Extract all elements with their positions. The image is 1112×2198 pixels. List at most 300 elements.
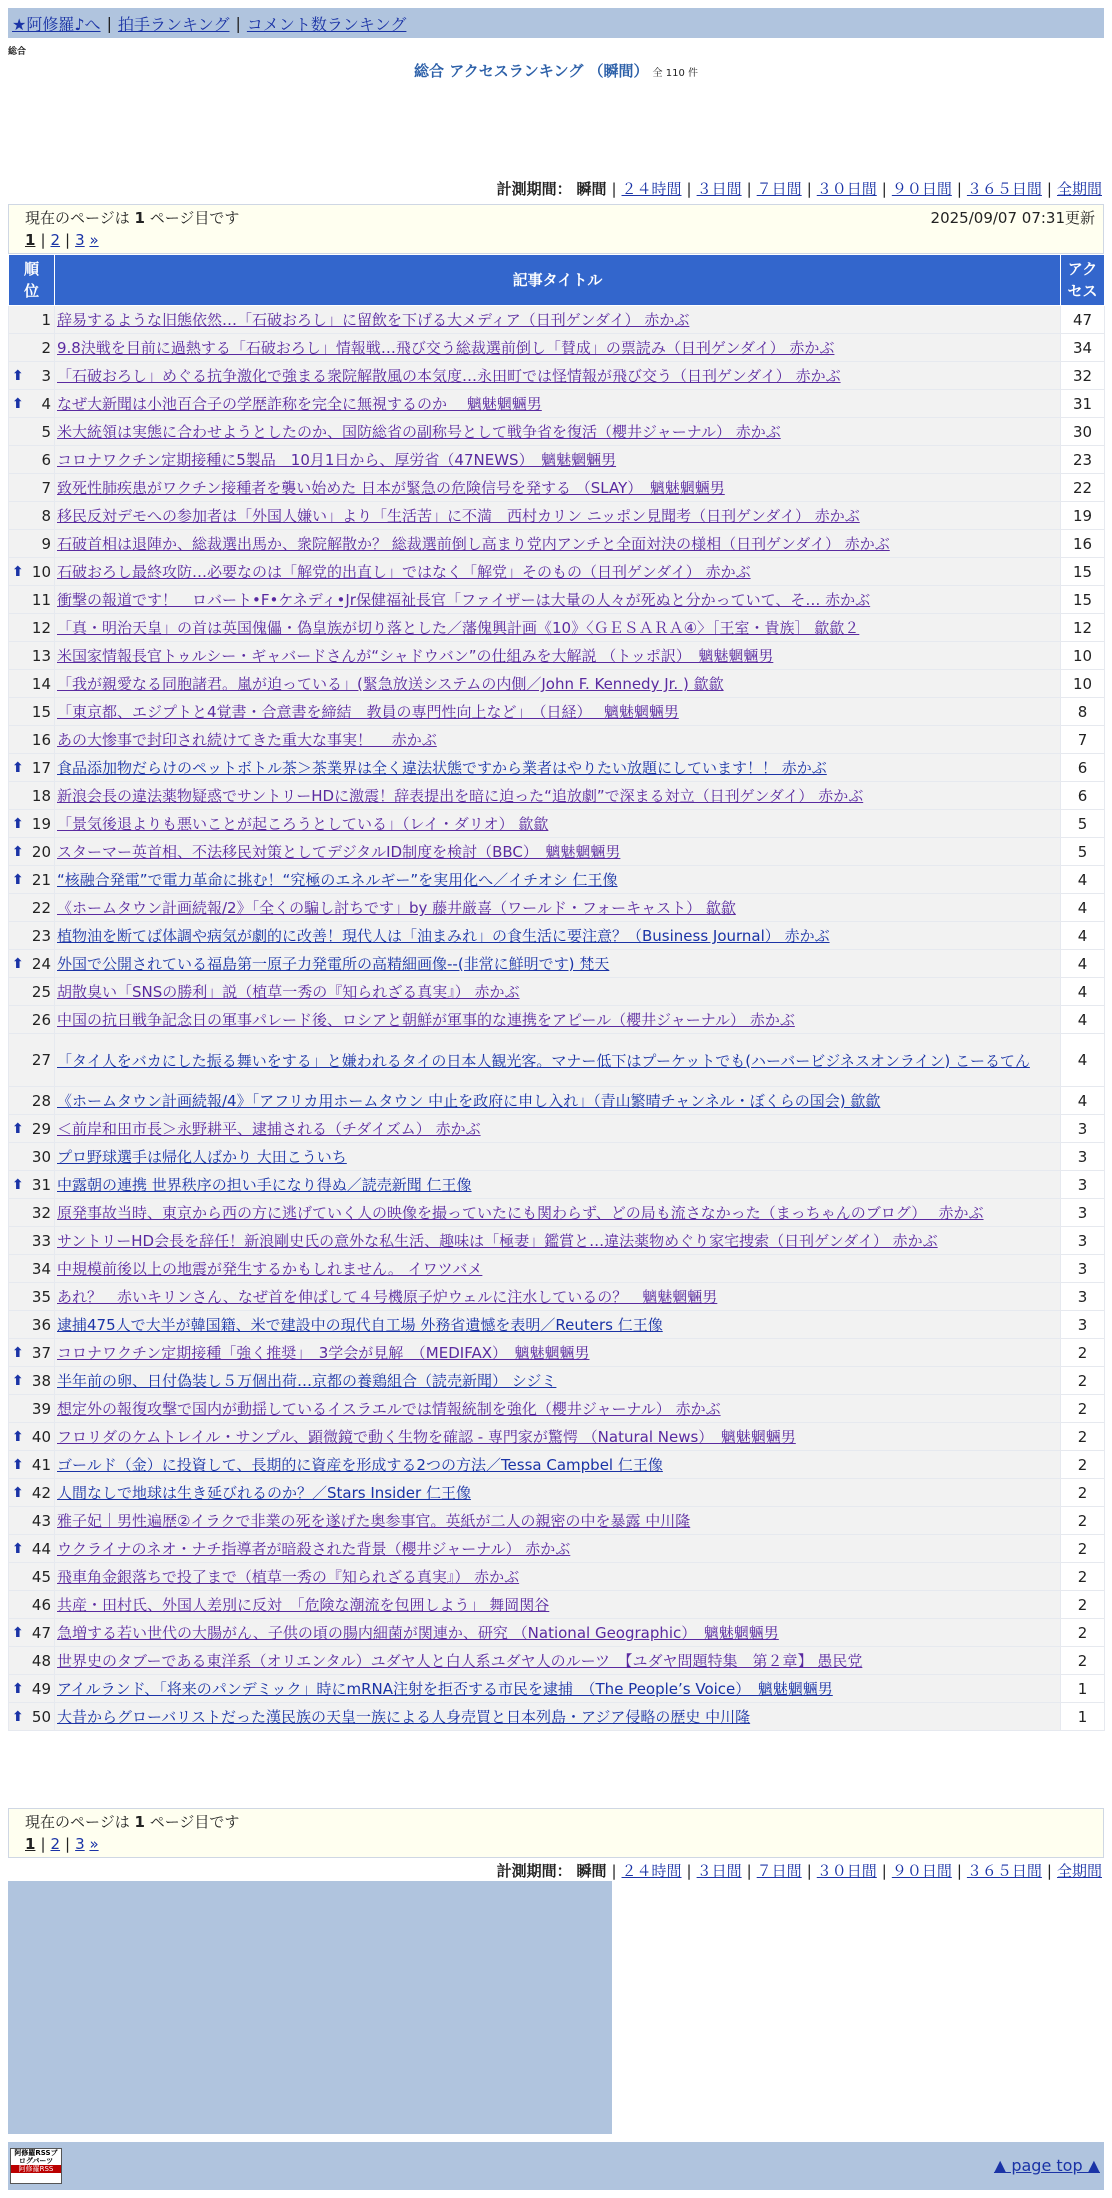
- separator: |: [65, 231, 71, 249]
- rank-cell: [9, 950, 55, 978]
- separator: |: [746, 1862, 752, 1880]
- period-link[interactable]: ３日間: [696, 180, 742, 198]
- table-row: [9, 726, 1105, 754]
- article-link[interactable]: フロリダのケムトレイル・サンプル、顕微鏡で動く生物を確認 - 専門家が驚愕 （Natural News） 魑魅魍魎男: [57, 1428, 796, 1446]
- table-row: [9, 754, 1105, 782]
- pager-bottom: [8, 1808, 1104, 1858]
- access-count: 2: [1061, 1339, 1105, 1367]
- article-link[interactable]: 共産・田村氏、外国人差別に反対 「危険な潮流を包囲しよう」 舞岡関谷: [57, 1596, 550, 1614]
- up-arrow-icon: ⬆: [12, 1120, 24, 1137]
- rank-number: 21: [31, 870, 51, 889]
- access-count: 6: [1061, 754, 1105, 782]
- article-link[interactable]: 飛車角金銀落ちで投了まで（植草一秀の『知られざる真実』） 赤かぶ: [57, 1568, 520, 1586]
- table-row: [9, 978, 1105, 1006]
- up-arrow-icon: ⬆: [12, 843, 24, 860]
- rank-cell: [9, 362, 55, 390]
- period-link[interactable]: ２４時間: [621, 1862, 682, 1880]
- article-link[interactable]: 「石破おろし」めぐる抗争激化で強まる衆院解散風の本気度…永田町では怪情報が飛び交う（日刊ゲンダイ） 赤かぶ: [57, 367, 841, 385]
- separator: |: [881, 1862, 887, 1880]
- access-count: 30: [1061, 418, 1105, 446]
- rank-number: 13: [31, 646, 51, 665]
- article-link[interactable]: ＜前岸和田市長＞永野耕平、逮捕される（チダイズム） 赤かぶ: [57, 1120, 481, 1138]
- rank-number: 45: [31, 1567, 51, 1586]
- article-link[interactable]: 大昔からグローバリストだった漢民族の天皇一族による人身売買と日本列島・アジア侵略の歴史 中川隆: [57, 1708, 751, 1726]
- rank-number: 8: [41, 506, 51, 525]
- table-row: [9, 1507, 1105, 1535]
- access-count: 34: [1061, 334, 1105, 362]
- article-link[interactable]: 致死性肺疾患がワクチン接種者を襲い始めた 日本が緊急の危険信号を発する （SLAY） 魑魅魍魎男: [57, 479, 725, 497]
- access-count: 2: [1061, 1451, 1105, 1479]
- article-link[interactable]: 「東京都、エジプトと4覚書・合意書を締結 教員の専門性向上など」 （日経） 魑魅魍魎男: [57, 703, 679, 721]
- title-cell: [55, 474, 1061, 502]
- period-link[interactable]: ７日間: [756, 180, 802, 198]
- article-link[interactable]: 「我が親愛なる同胞諸君。嵐が迫っている」(緊急放送システムの内側／John F. Kennedy Jr. ) 歙歙: [57, 675, 724, 693]
- article-link[interactable]: 辞易するような旧態依然…「石破おろし」に留飲を下げる大メディア（日刊ゲンダイ） 赤かぶ: [57, 311, 690, 329]
- page-info: 現在のページは 1 ページ目です: [25, 1813, 240, 1831]
- access-count: 1: [1061, 1703, 1105, 1731]
- title-cell: [55, 670, 1061, 698]
- article-link[interactable]: 新浪会長の違法薬物疑惑でサントリーHDに激震！辞表提出を暗に迫った“追放劇”で深まる対立（日刊ゲンダイ） 赤かぶ: [57, 787, 864, 805]
- pager-top: [8, 204, 1104, 254]
- table-row: [9, 922, 1105, 950]
- title-cell: [55, 950, 1061, 978]
- article-link[interactable]: スターマー英首相、不法移民対策としてデジタルID制度を検討（BBC） 魑魅魍魎男: [57, 843, 621, 861]
- title-cell: [55, 642, 1061, 670]
- period-link[interactable]: ２４時間: [621, 180, 682, 198]
- rank-number: 42: [31, 1483, 51, 1502]
- access-count: 10: [1061, 642, 1105, 670]
- home-link[interactable]: ★阿修羅♪へ: [12, 14, 101, 34]
- period-current: 瞬間: [576, 1862, 607, 1880]
- rank-cell: [9, 1619, 55, 1647]
- article-link[interactable]: 米国家情報長官トゥルシー・ギャバードさんが“シャドウバン”の仕組みを大解説 （トッポ訳） 魑魅魍魎男: [57, 647, 774, 665]
- article-link[interactable]: 中露朝の連携 世界秩序の担い手になり得ぬ／読売新聞 仁王像: [57, 1176, 472, 1194]
- current-page: 1: [25, 1835, 36, 1853]
- access-count: 3: [1061, 1311, 1105, 1339]
- access-count: 15: [1061, 558, 1105, 586]
- access-count: 3: [1061, 1115, 1105, 1143]
- title-cell: [55, 810, 1061, 838]
- header-title: 記事タイトル: [55, 255, 1061, 306]
- article-link[interactable]: 《ホームタウン計画続報/2》「全くの騙し討ちです」by 藤井厳喜（ワールド・フォーキャスト） 歙歙: [57, 899, 736, 917]
- separator: |: [611, 180, 617, 198]
- period-link[interactable]: ３６５日間: [966, 1862, 1042, 1880]
- rank-number: 18: [31, 786, 51, 805]
- up-arrow-icon: ⬆: [12, 759, 24, 776]
- separator: |: [611, 1862, 617, 1880]
- article-link[interactable]: 移民反対デモへの参加者は「外国人嫌い」より「生活苦」に不満 西村カリン ニッポン見聞考（日刊ゲンダイ） 赤かぶ: [57, 507, 860, 525]
- rank-number: 12: [31, 618, 51, 637]
- total-count: 全 110 件: [652, 68, 698, 79]
- access-count: 6: [1061, 782, 1105, 810]
- article-link[interactable]: 食品添加物だらけのペットボトル茶＞茶業界は全く違法状態ですから業者はやりたい放題にしています！！ 赤かぶ: [57, 759, 827, 777]
- rank-cell: [9, 1451, 55, 1479]
- article-link[interactable]: 胡散臭い「SNSの勝利」説（植草一秀の『知られざる真実』） 赤かぶ: [57, 983, 520, 1001]
- article-link[interactable]: ウクライナのネオ・ナチ指導者が暗殺された背景（櫻井ジャーナル） 赤かぶ: [57, 1540, 571, 1558]
- article-link[interactable]: “核融合発電”で電力革命に挑む！“究極のエネルギー”を実用化へ／イチオシ 仁王像: [57, 871, 618, 889]
- article-link[interactable]: 衝撃の報道です！ ロバート•F•ケネディ•Jr保健福祉長官「ファイザーは大量の人々が死ぬと分かっていて、そ… 赤かぶ: [57, 591, 871, 609]
- article-link[interactable]: 原発事故当時、東京から西の方に逃げていく人の映像を撮っていたにも関わらず、どの局も流さなかった（まっちゃんのブログ） 赤かぶ: [57, 1204, 984, 1222]
- access-count: 19: [1061, 502, 1105, 530]
- title-cell: [55, 446, 1061, 474]
- table-row: [9, 446, 1105, 474]
- period-link[interactable]: ３０日間: [816, 180, 877, 198]
- article-link[interactable]: 石破おろし最終攻防…必要なのは「解党的出直し」ではなく「解党」そのもの（日刊ゲンダイ） 赤かぶ: [57, 563, 751, 581]
- rank-number: 1: [41, 310, 51, 329]
- rank-cell: [9, 502, 55, 530]
- page-top-link[interactable]: ▲ page top ▲: [993, 2156, 1100, 2175]
- rank-cell: [9, 642, 55, 670]
- article-link[interactable]: 急増する若い世代の大腸がん、子供の頃の腸内細菌が関連か、研究 （National Geographic） 魑魅魍魎男: [57, 1624, 779, 1642]
- rank-number: 25: [31, 982, 51, 1001]
- rank-number: 36: [31, 1315, 51, 1334]
- rank-number: 19: [31, 814, 51, 833]
- title-cell: [55, 1227, 1061, 1255]
- table-row: [9, 1423, 1105, 1451]
- title-cell: [55, 698, 1061, 726]
- article-link[interactable]: コロナワクチン定期接種「強く推奨」 3学会が見解 （MEDIFAX） 魑魅魍魎男: [57, 1344, 590, 1362]
- table-row: [9, 1283, 1105, 1311]
- rank-number: 39: [31, 1399, 51, 1418]
- article-link[interactable]: 半年前の卵、日付偽装し５万個出荷…京都の養鶏組合（読売新聞） シジミ: [57, 1372, 557, 1390]
- rank-number: 49: [31, 1679, 51, 1698]
- period-link[interactable]: ３日間: [696, 1862, 742, 1880]
- article-link[interactable]: 中規模前後以上の地震が発生するかもしれません。 イワツバメ: [57, 1260, 483, 1278]
- title-cell: [55, 1479, 1061, 1507]
- title-cell: [55, 334, 1061, 362]
- title-cell: [55, 1423, 1061, 1451]
- rank-number: 14: [31, 674, 51, 693]
- period-link[interactable]: ３０日間: [816, 1862, 877, 1880]
- comment-ranking-link[interactable]: コメント数ランキング: [246, 14, 407, 34]
- page-link[interactable]: 2: [50, 1835, 61, 1853]
- up-arrow-icon: ⬆: [12, 1484, 24, 1501]
- title-cell: [55, 1563, 1061, 1591]
- rank-number: 40: [31, 1427, 51, 1446]
- article-link[interactable]: あれ？ 赤いキリンさん、なぜ首を伸ばして４号機原子炉ウェルに注水しているの？ 魑魅魍魎男: [57, 1288, 718, 1306]
- separator: |: [956, 1862, 962, 1880]
- table-header-row: [9, 255, 1105, 306]
- title-cell: [55, 1311, 1061, 1339]
- rank-cell: [9, 670, 55, 698]
- table-row: [9, 502, 1105, 530]
- access-count: 2: [1061, 1535, 1105, 1563]
- access-count: 2: [1061, 1479, 1105, 1507]
- article-link[interactable]: 逮捕475人で大半が韓国籍、米で建設中の現代自工場 外務省遺憾を表明／Reuters 仁王像: [57, 1316, 663, 1334]
- rss-logo[interactable]: 阿修羅RSSブログパーツ 阿修羅RSS: [10, 2148, 62, 2184]
- article-link[interactable]: 世界史のタブーである東洋系（オリエンタル）ユダヤ人と白人系ユダヤ人のルーツ 【ユダヤ問題特集 第２章】 愚民党: [57, 1652, 863, 1670]
- separator: |: [65, 1835, 71, 1853]
- access-count: 10: [1061, 670, 1105, 698]
- access-count: 3: [1061, 1255, 1105, 1283]
- rank-cell: [9, 866, 55, 894]
- header-rank: [9, 255, 55, 306]
- rank-number: 29: [31, 1119, 51, 1138]
- title-cell: [55, 586, 1061, 614]
- access-count: 32: [1061, 362, 1105, 390]
- table-row: [9, 838, 1105, 866]
- page-link[interactable]: 3: [75, 1835, 85, 1853]
- clap-ranking-link[interactable]: 拍手ランキング: [117, 14, 230, 34]
- access-count: 16: [1061, 530, 1105, 558]
- rank-cell: [9, 1563, 55, 1591]
- article-link[interactable]: 米大統領は実態に合わせようとしたのか、国防総省の副称号として戦争省を復活（櫻井ジャーナル） 赤かぶ: [57, 423, 781, 441]
- up-arrow-icon: ⬆: [12, 1372, 24, 1389]
- table-row: [9, 1171, 1105, 1199]
- rank-cell: [9, 1367, 55, 1395]
- table-row: [9, 894, 1105, 922]
- article-link[interactable]: 外国で公開されている福島第一原子力発電所の高精細画像--(非常に鮮明です) 梵天: [57, 955, 610, 973]
- title-cell: [55, 390, 1061, 418]
- title-cell: [55, 1339, 1061, 1367]
- rank-number: 34: [31, 1259, 51, 1278]
- title-cell: [55, 1143, 1061, 1171]
- rank-cell: [9, 334, 55, 362]
- access-count: 3: [1061, 1283, 1105, 1311]
- rank-number: 44: [31, 1539, 51, 1558]
- table-row: [9, 698, 1105, 726]
- article-link[interactable]: ゴールド（金）に投資して、長期的に資産を形成する2つの方法／Tessa Campbel 仁王像: [57, 1456, 663, 1474]
- rank-number: 38: [31, 1371, 51, 1390]
- separator: |: [235, 13, 241, 33]
- article-link[interactable]: 雅子妃｜男性遍歴②イラクで非業の死を遂げた奥参事官。英紙が二人の親密の中を暴露 中川隆: [57, 1512, 691, 1530]
- page-title-text: 総合 アクセスランキング （瞬間）: [414, 62, 649, 80]
- rank-number: 3: [41, 366, 51, 385]
- rank-cell: [9, 1535, 55, 1563]
- table-row: [9, 334, 1105, 362]
- period-link[interactable]: 全期間: [1056, 180, 1102, 198]
- table-row: [9, 1115, 1105, 1143]
- page-link[interactable]: 3: [75, 231, 85, 249]
- title-cell: [55, 1199, 1061, 1227]
- table-row: [9, 1227, 1105, 1255]
- access-count: 2: [1061, 1563, 1105, 1591]
- table-row: [9, 1451, 1105, 1479]
- rank-cell: [9, 1227, 55, 1255]
- table-row: [9, 474, 1105, 502]
- up-arrow-icon: ⬆: [12, 563, 24, 580]
- up-arrow-icon: ⬆: [12, 395, 24, 412]
- article-link[interactable]: サントリーHD会長を辞任！新浪剛史氏の意外な私生活、趣味は「極妻」鑑賞と…違法薬物めぐり家宅捜索（日刊ゲンダイ） 赤かぶ: [57, 1232, 938, 1250]
- rank-cell: [9, 1647, 55, 1675]
- rank-number: 47: [31, 1623, 51, 1642]
- rank-number: 30: [31, 1147, 51, 1166]
- table-row: [9, 362, 1105, 390]
- table-row: [9, 1034, 1105, 1087]
- title-cell: [55, 922, 1061, 950]
- period-selector-bottom: [497, 1860, 1102, 1881]
- header-rank-label: 順 位: [23, 260, 39, 300]
- rank-cell: [9, 474, 55, 502]
- access-count: 4: [1061, 978, 1105, 1006]
- period-link[interactable]: ９０日間: [891, 1862, 952, 1880]
- access-count: 4: [1061, 1087, 1105, 1115]
- rank-number: 23: [31, 926, 51, 945]
- title-cell: [55, 530, 1061, 558]
- title-cell: [55, 1507, 1061, 1535]
- title-cell: [55, 502, 1061, 530]
- table-row: [9, 418, 1105, 446]
- access-count: 8: [1061, 698, 1105, 726]
- title-cell: [55, 726, 1061, 754]
- article-link[interactable]: コロナワクチン定期接種に5製品 10月1日から、厚労省（47NEWS） 魑魅魍魎男: [57, 451, 617, 469]
- up-arrow-icon: ⬆: [12, 1176, 24, 1193]
- rank-cell: [9, 782, 55, 810]
- category-label: 総合: [8, 47, 27, 57]
- page-link[interactable]: 2: [50, 231, 61, 249]
- table-row: [9, 810, 1105, 838]
- rank-cell: [9, 978, 55, 1006]
- access-count: 3: [1061, 1143, 1105, 1171]
- table-row: [9, 866, 1105, 894]
- article-link[interactable]: 「真・明治天皇」の首は英国傀儡・偽皇族が切り落とした／藩傀興計画《10》〈ＧＥＳＡＲＡ④〉［王室・貴族］ 歙歙２: [57, 619, 860, 637]
- separator: |: [956, 180, 962, 198]
- article-link[interactable]: 想定外の報復攻撃で国内が動揺しているイスラエルでは情報統制を強化（櫻井ジャーナル） 赤かぶ: [57, 1400, 721, 1418]
- rank-number: 22: [31, 898, 51, 917]
- rank-cell: [9, 1171, 55, 1199]
- rank-cell: [9, 894, 55, 922]
- rank-number: 32: [31, 1203, 51, 1222]
- access-count: 4: [1061, 922, 1105, 950]
- separator: |: [106, 13, 112, 33]
- period-selector-top: [497, 178, 1102, 199]
- article-link[interactable]: プロ野球選手は帰化人ばかり 大田こういち: [57, 1148, 347, 1166]
- title-cell: [55, 362, 1061, 390]
- rank-number: 17: [31, 758, 51, 777]
- access-count: 2: [1061, 1647, 1105, 1675]
- access-count: 2: [1061, 1367, 1105, 1395]
- access-count: 2: [1061, 1591, 1105, 1619]
- table-row: [9, 558, 1105, 586]
- separator: |: [806, 180, 812, 198]
- access-count: 3: [1061, 1171, 1105, 1199]
- rank-cell: [9, 446, 55, 474]
- article-link[interactable]: 9.8決戦を目前に過熱する「石破おろし」情報戦…飛び交う総裁選前倒し「賛成」の票読み（日刊ゲンダイ） 赤かぶ: [57, 339, 835, 357]
- table-row: [9, 1311, 1105, 1339]
- ad-area: [8, 1881, 612, 2134]
- rank-number: 10: [31, 562, 51, 581]
- title-cell: [55, 1675, 1061, 1703]
- access-count: 31: [1061, 390, 1105, 418]
- rank-number: 33: [31, 1231, 51, 1250]
- table-row: [9, 1199, 1105, 1227]
- rank-number: 15: [31, 702, 51, 721]
- access-count: 4: [1061, 1034, 1105, 1087]
- page-title: [0, 60, 1112, 81]
- title-cell: [55, 558, 1061, 586]
- up-arrow-icon: ⬆: [12, 815, 24, 832]
- rank-cell: [9, 586, 55, 614]
- next-page-link[interactable]: »: [89, 231, 99, 249]
- period-link[interactable]: 全期間: [1056, 1862, 1102, 1880]
- article-link[interactable]: あの大惨事で封印され続けてきた重大な事実！ 赤かぶ: [57, 731, 437, 749]
- rank-cell: [9, 1199, 55, 1227]
- article-link[interactable]: 人間なしで地球は生き延びれるのか？／Stars Insider 仁王像: [57, 1484, 471, 1502]
- separator: |: [40, 231, 46, 249]
- table-row: [9, 670, 1105, 698]
- table-row: [9, 1591, 1105, 1619]
- table-row: [9, 782, 1105, 810]
- article-link[interactable]: 石破首相は退陣か、総裁選出馬か、衆院解散か？ 総裁選前倒し高まり党内アンチと全面対決の様相（日刊ゲンダイ） 赤かぶ: [57, 535, 890, 553]
- rank-cell: [9, 698, 55, 726]
- title-cell: [55, 978, 1061, 1006]
- article-link[interactable]: 「景気後退よりも悪いことが起ころうとしている」（レイ・ダリオ） 歙歙: [57, 815, 549, 833]
- title-cell: [55, 1535, 1061, 1563]
- title-cell: [55, 614, 1061, 642]
- rank-cell: [9, 418, 55, 446]
- title-cell: [55, 1395, 1061, 1423]
- rank-number: 35: [31, 1287, 51, 1306]
- period-link[interactable]: ７日間: [756, 1862, 802, 1880]
- separator: |: [746, 180, 752, 198]
- rank-number: 50: [31, 1707, 51, 1726]
- page-links: [25, 1833, 1095, 1855]
- title-cell: [55, 782, 1061, 810]
- access-count: 7: [1061, 726, 1105, 754]
- access-count: 4: [1061, 866, 1105, 894]
- article-link[interactable]: アイルランド、「将来のパンデミック」時にmRNA注射を拒否する市民を逮捕 （The People’s Voice） 魑魅魍魎男: [57, 1680, 833, 1698]
- up-arrow-icon: ⬆: [12, 955, 24, 972]
- rank-number: 27: [31, 1051, 51, 1069]
- article-link[interactable]: 「タイ人をバカにした振る舞いをする」と嫌われるタイの日本人観光客。マナー低下はプーケットでも(ハーバービジネスオンライン) こーるてん: [57, 1051, 1030, 1070]
- access-count: 5: [1061, 838, 1105, 866]
- separator: |: [1046, 180, 1052, 198]
- title-cell: [55, 1087, 1061, 1115]
- table-row: [9, 1006, 1105, 1034]
- article-link[interactable]: 中国の抗日戦争記念日の軍事パレード後、ロシアと朝鮮が軍事的な連携をアピール（櫻井ジャーナル） 赤かぶ: [57, 1011, 795, 1029]
- title-cell: [55, 1591, 1061, 1619]
- rank-number: 48: [31, 1651, 51, 1670]
- ranking-table: [8, 254, 1105, 1731]
- period-link[interactable]: ９０日間: [891, 180, 952, 198]
- access-count: 5: [1061, 810, 1105, 838]
- rank-cell: [9, 1115, 55, 1143]
- title-cell: [55, 306, 1061, 334]
- article-link[interactable]: 植物油を断てば体調や病気が劇的に改善！現代人は「油まみれ」の食生活に要注意？（Business Journal） 赤かぶ: [57, 927, 830, 945]
- up-arrow-icon: ⬆: [12, 871, 24, 888]
- table-row: [9, 530, 1105, 558]
- updated-time: 2025/09/07 07:31更新: [930, 209, 1095, 227]
- title-cell: [55, 1283, 1061, 1311]
- separator: |: [686, 1862, 692, 1880]
- table-row: [9, 1255, 1105, 1283]
- rank-cell: [9, 558, 55, 586]
- rank-number: 28: [31, 1091, 51, 1110]
- rank-cell: [9, 1591, 55, 1619]
- table-row: [9, 1367, 1105, 1395]
- title-cell: [55, 894, 1061, 922]
- title-cell: [55, 1115, 1061, 1143]
- title-cell: [55, 418, 1061, 446]
- table-row: [9, 1395, 1105, 1423]
- period-link[interactable]: ３６５日間: [966, 180, 1042, 198]
- title-cell: [55, 1171, 1061, 1199]
- top-nav-bar: [8, 8, 1104, 38]
- separator: |: [1046, 1862, 1052, 1880]
- table-row: [9, 1675, 1105, 1703]
- rank-cell: [9, 1006, 55, 1034]
- next-page-link[interactable]: »: [89, 1835, 99, 1853]
- access-count: 23: [1061, 446, 1105, 474]
- title-cell: [55, 1255, 1061, 1283]
- article-link[interactable]: なぜ大新聞は小池百合子の学歴詐称を完全に無視するのか 魑魅魍魎男: [57, 395, 542, 413]
- up-arrow-icon: ⬆: [12, 1708, 24, 1725]
- article-link[interactable]: 《ホームタウン計画続報/4》「アフリカ用ホームタウン 中止を政府に申し入れ」（青山繁晴チャンネル・ぼくらの国会) 歙歙: [57, 1092, 881, 1110]
- current-page: 1: [25, 231, 36, 249]
- title-cell: [55, 1451, 1061, 1479]
- title-cell: [55, 1703, 1061, 1731]
- access-count: 12: [1061, 614, 1105, 642]
